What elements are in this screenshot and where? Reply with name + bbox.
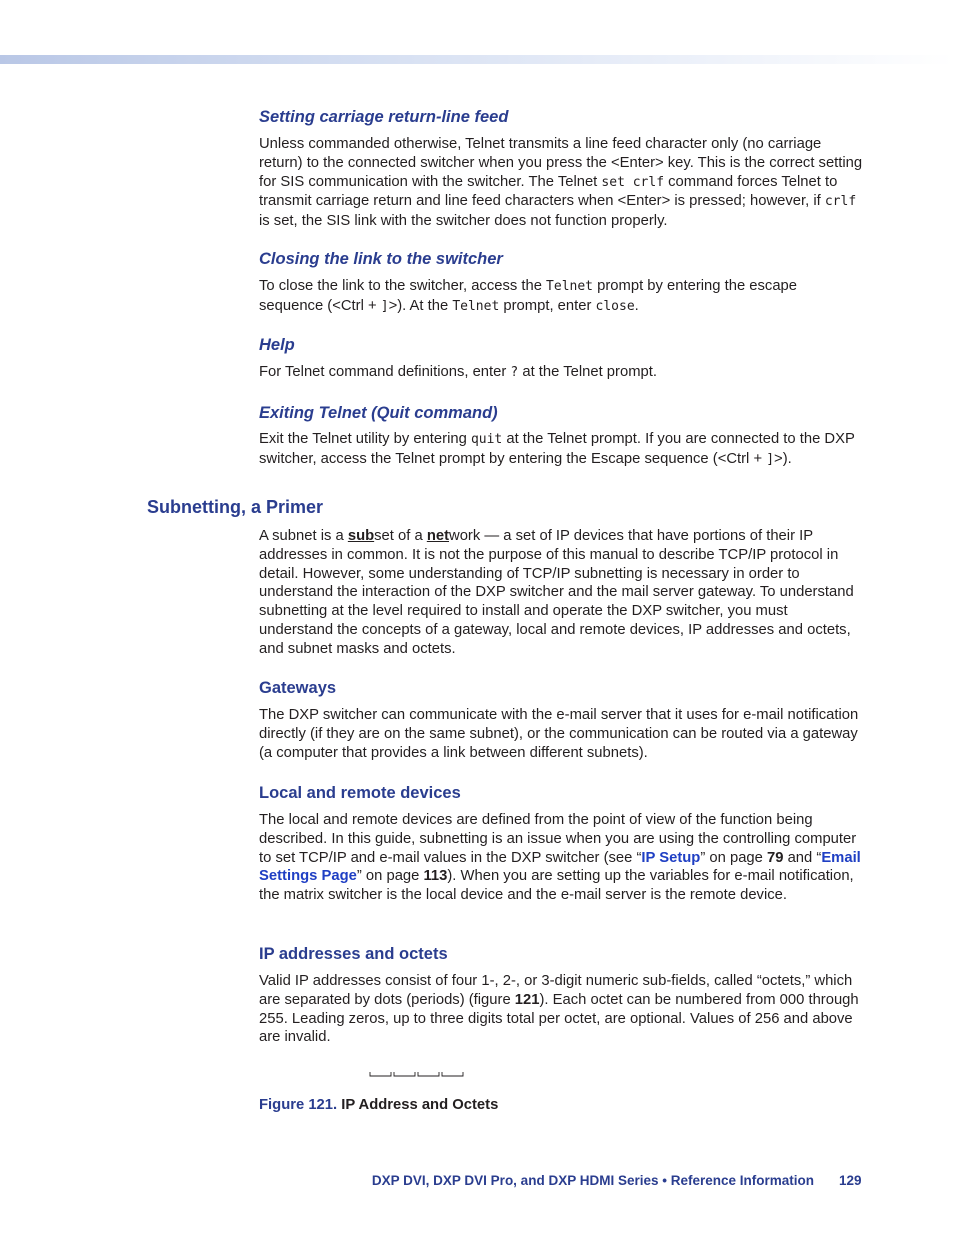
- link-email-settings-page[interactable]: Email Settings Page: [259, 849, 861, 885]
- heading-local-remote: Local and remote devices: [259, 784, 461, 802]
- footer-title: DXP DVI, DXP DVI Pro, and DXP HDMI Series • Reference Information: [371, 1173, 814, 1188]
- heading-help: Help: [259, 336, 295, 354]
- code-telnet-2: Telnet: [452, 298, 500, 314]
- header-gradient-bar: [0, 55, 954, 64]
- paragraph-subnetting: A subnet is a subset of a network — a set of IP devices that have portions of their IP addresses in common. It is not the purpose of this manual to describe TCP/IP protocol in detail. However, some understanding of TCP/IP subnetting is necessary in order to understand the interaction of the DXP switcher and the mail server gateway. To understand subnetting at the level required to install and operate the DXP switcher, you must understand the concepts of a gateway, local and remote devices, IP addresses and octets, and subnet masks and octets.: [259, 528, 854, 657]
- figure-title: IP Address and Octets: [337, 1097, 499, 1113]
- paragraph-exiting-telnet: Exit the Telnet utility by entering quit at the Telnet prompt. If you are connected to the DXP switcher, access the Telnet prompt by entering the Escape sequence (<Ctrl + ]>).: [259, 431, 855, 467]
- heading-ip-addresses: IP addresses and octets: [259, 945, 448, 963]
- code-quit: quit: [470, 432, 503, 447]
- page-number: 129: [839, 1173, 862, 1188]
- heading-closing-link: Closing the link to the switcher: [259, 250, 503, 268]
- heading-subnetting-primer: Subnetting, a Primer: [147, 497, 324, 517]
- code-question: ?: [510, 365, 519, 380]
- paragraph-setting-crlf: Unless commanded otherwise, Telnet transmits a line feed character only (no carriage return) to the connected switcher when you press the <Enter> key. This is the correct setting for SIS communication with the switcher. The Telnet set crlf command forces Telnet to transmit carriage return and line feed characters when <Enter> is pressed; however, if crlf is set, the SIS link with the switcher does not function properly.: [259, 136, 863, 230]
- code-telnet: Telnet: [546, 279, 594, 294]
- paragraph-ip-addresses: Valid IP addresses consist of four 1-, 2-, or 3-digit numeric sub-fields, called “octets,” which are separated by dots (periods) (figure 121). Each octet can be numbered from 000 through 255. Leading zeros, up to three digits total per octet, are optional. Values of 256 and above are invalid.: [259, 973, 859, 1046]
- heading-setting-crlf: Setting carriage return-line feed: [259, 108, 509, 126]
- code-crlf: crlf: [824, 194, 857, 210]
- code-set-crlf: set crlf: [601, 174, 665, 190]
- paragraph-local-remote: The local and remote devices are defined from the point of view of the function being described. In this guide, subnetting is an issue when you are using the controlling computer to set TCP/IP and e-mail values in the DXP switcher (see “IP Setup” on page 79 and “Email Settings Page” on page 113). When you are setting up the variables for e-mail notification, the matrix switcher is the local device and the e-mail server is the remote device.: [259, 812, 861, 904]
- paragraph-gateways: The DXP switcher can communicate with the e-mail server that it uses for e-mail notification directly (if they are on the same subnet), or the communication can be routed via a gateway (a computer that provides a link between different subnets).: [259, 707, 859, 761]
- paragraph-closing-link: To close the link to the switcher, access the Telnet prompt by entering the escape sequence (<Ctrl + ]>). At the Telnet prompt, enter close.: [259, 278, 798, 314]
- paragraph-help: For Telnet command definitions, enter ? at the Telnet prompt.: [259, 364, 657, 380]
- heading-exiting-telnet: Exiting Telnet (Quit command): [259, 404, 498, 422]
- octet-brackets-figure: [369, 1068, 465, 1078]
- figure-label: Figure 121.: [259, 1097, 338, 1113]
- figure-caption: [259, 1097, 498, 1113]
- heading-gateways: Gateways: [259, 679, 337, 697]
- code-close: close: [595, 298, 635, 314]
- link-ip-setup[interactable]: IP Setup: [641, 849, 701, 866]
